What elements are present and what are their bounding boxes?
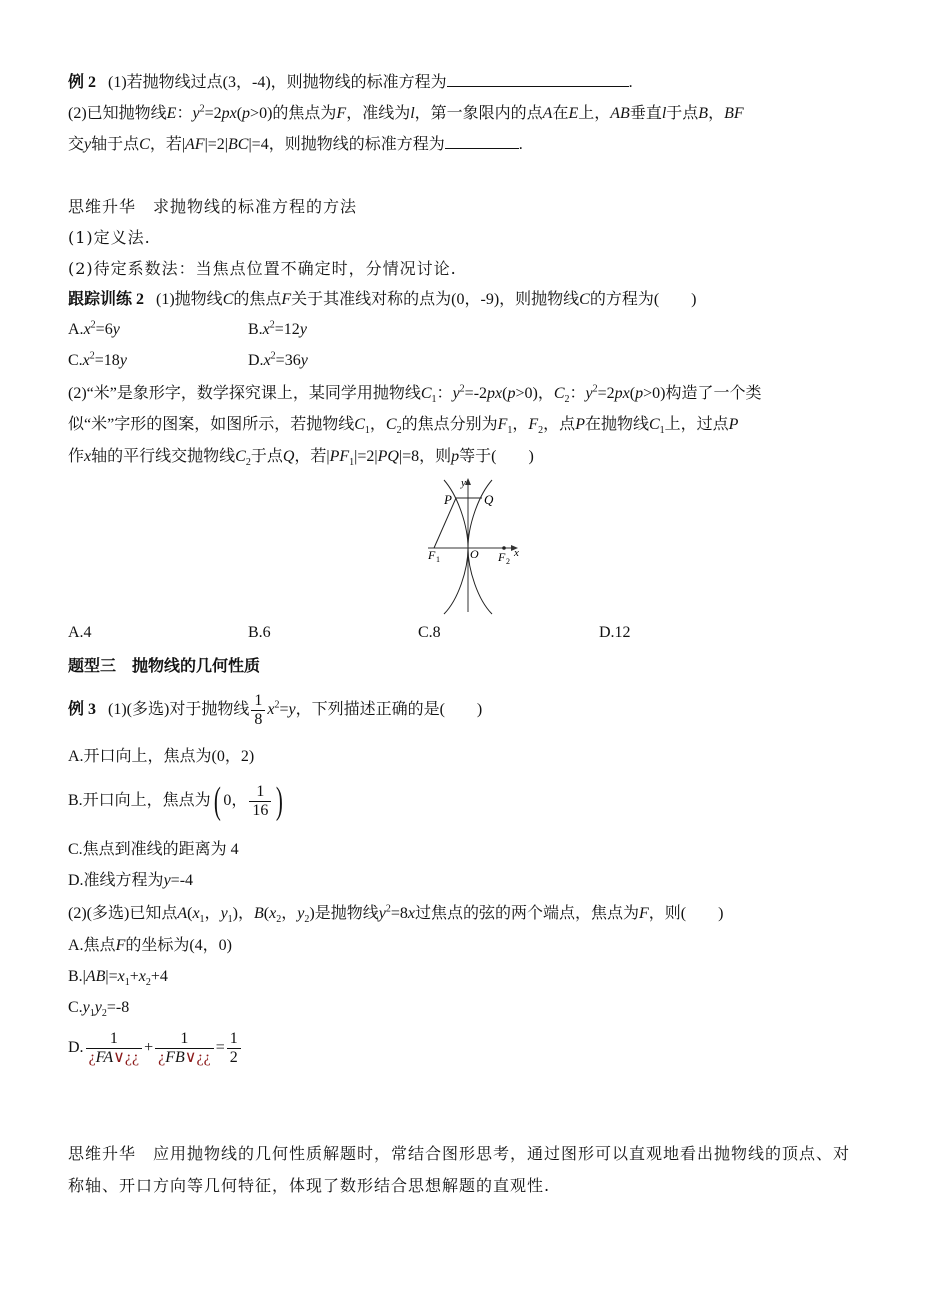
thinking-2-line2: 称轴、开口方向等几何特征，体现了数形结合思想解题的直观性. [68,1176,551,1195]
label-p: P [444,492,452,507]
example3-q2: (2)(多选)已知点$A(x_1$，$y_1$)，$B(x_2$，$y_2$)是抛物线$y^2=8x$过焦点的弦的两个端点，焦点为F，则( ) [68,903,724,926]
label-f1: F [428,548,436,562]
fraction-one-eighth: $\frac{1}{8}$ [251,692,265,729]
track2-option-d[interactable]: $D.x^2=36y$ [248,350,308,369]
example3-option-c[interactable]: C.焦点到准线的距离为 4 [68,841,239,858]
answer-blank-1[interactable] [447,72,629,87]
thinking-2-line1: 思维升华 应用抛物线的几何性质解题时，常结合图形思考，通过图形可以直观地看出抛物线的顶点、对 [68,1144,851,1163]
example3-q2-option-a[interactable]: A.焦点F的坐标为(4，0) [68,937,233,954]
thinking-item-2: (2)待定系数法：当焦点位置不确定时，分情况讨论. [68,259,457,278]
example3-option-b[interactable]: B.开口向上，焦点为( 0， $\frac{1}{16}$ ) [68,780,284,823]
example2-label: 例 2 [68,74,97,91]
example3-q2-option-b[interactable]: $B.|AB|=x_1+x_2+4$ [68,968,168,989]
example3-label: 例 3 [68,701,97,718]
track2-q2-line2: 似“米”字形的图案，如图所示，若抛物线$C_1$，$C_2$的焦点分别为$F_1$，$F_2$，点P在抛物线$C_1$上，过点P [68,416,739,437]
answer-blank-2[interactable] [445,134,519,149]
example3-option-a[interactable]: A.开口向上，焦点为(0，2) [68,748,255,765]
track2-option-b[interactable]: $B.x^2=12y$ [248,319,307,338]
thinking-title-1: 思维升华 求抛物线的标准方程的方法 [68,197,358,216]
fraction-one-sixteenth: $\frac{1}{16}$ [249,783,271,820]
parabola-c2-upper [468,480,492,548]
track2-label: 跟踪训练 2 [68,291,145,308]
track2-q2-option-a[interactable]: A.4 [68,624,92,641]
track2-q2-option-b[interactable]: B.6 [248,624,271,641]
example3-q1: 例 3 (1)(多选)对于抛物线 $\frac{1}{8}$ $x^2=y$，下列描述正确的是( ) [68,691,483,728]
example2-part2-line1: (2)已知抛物线E：$y^2=2px(p>0)$的焦点为F，准线为l，第一象限内的点A在E上，AB垂直l于点B，BF [68,103,744,122]
example3-q2-option-d[interactable]: D. $\frac{1}{¿FA\vee¿¿}$ + $\frac{1}{¿FB\vee¿¿}$ = $\frac{1}{2}$ [68,1026,243,1070]
label-o: O [470,547,479,561]
example2-part1: 例 2 (1)若抛物线过点(3，-4)，则抛物线的标准方程为 . [68,74,633,91]
fraction-1-over-fa: $\frac{1}{¿FA\vee¿¿}$ [86,1030,143,1067]
label-f2: F [498,550,506,564]
track2-option-c[interactable]: $C.x^2=18y$ [68,350,127,369]
fraction-one-half: $\frac{1}{2}$ [227,1030,241,1067]
example3-option-d[interactable]: D.准线方程为y=-4 [68,872,194,889]
label-f1-sub: 1 [436,555,440,564]
section-title-3: 题型三 抛物线的几何性质 [68,658,261,675]
track2-q2-line3: 作x轴的平行线交抛物线$C_2$于点Q，若$|PF_1|=2|PQ|=8$，则p等于( ) [68,448,534,469]
track2-q2-option-d[interactable]: D.12 [599,624,631,641]
parabola-c1-upper [444,480,468,548]
parabola-figure [420,476,530,616]
parabola-c1-lower [444,548,468,614]
thinking-item-1: (1)定义法. [68,228,151,247]
label-q: Q [484,492,494,507]
example3-q2-option-c[interactable]: $C.y_1y_2=-8$ [68,999,130,1020]
label-x: x [514,547,519,559]
track2-q1: 跟踪训练 2 (1)抛物线C的焦点F关于其准线对称的点为(0，-9)，则抛物线C的方程为( ) [68,291,697,308]
y-axis-arrow [465,478,471,485]
track2-option-a[interactable]: $A.x^2=6y$ [68,319,120,338]
fraction-1-over-fb: $\frac{1}{¿FB\vee¿¿}$ [155,1030,214,1067]
track2-q2-option-c[interactable]: C.8 [418,624,441,641]
label-f2-sub: 2 [506,557,510,566]
example2-part2-line2: 交y轴于点C，若|AF|=2|BC|=4，则抛物线的标准方程为 . [68,136,523,153]
track2-q2-line1: (2)“米”是象形字，数学探究课上，某同学用抛物线$C_1$：$y^2=-2px(p>0)$，$C_2$：$y^2=2px(p>0)$构造了一个类 [68,383,762,406]
label-y: y [461,477,466,489]
